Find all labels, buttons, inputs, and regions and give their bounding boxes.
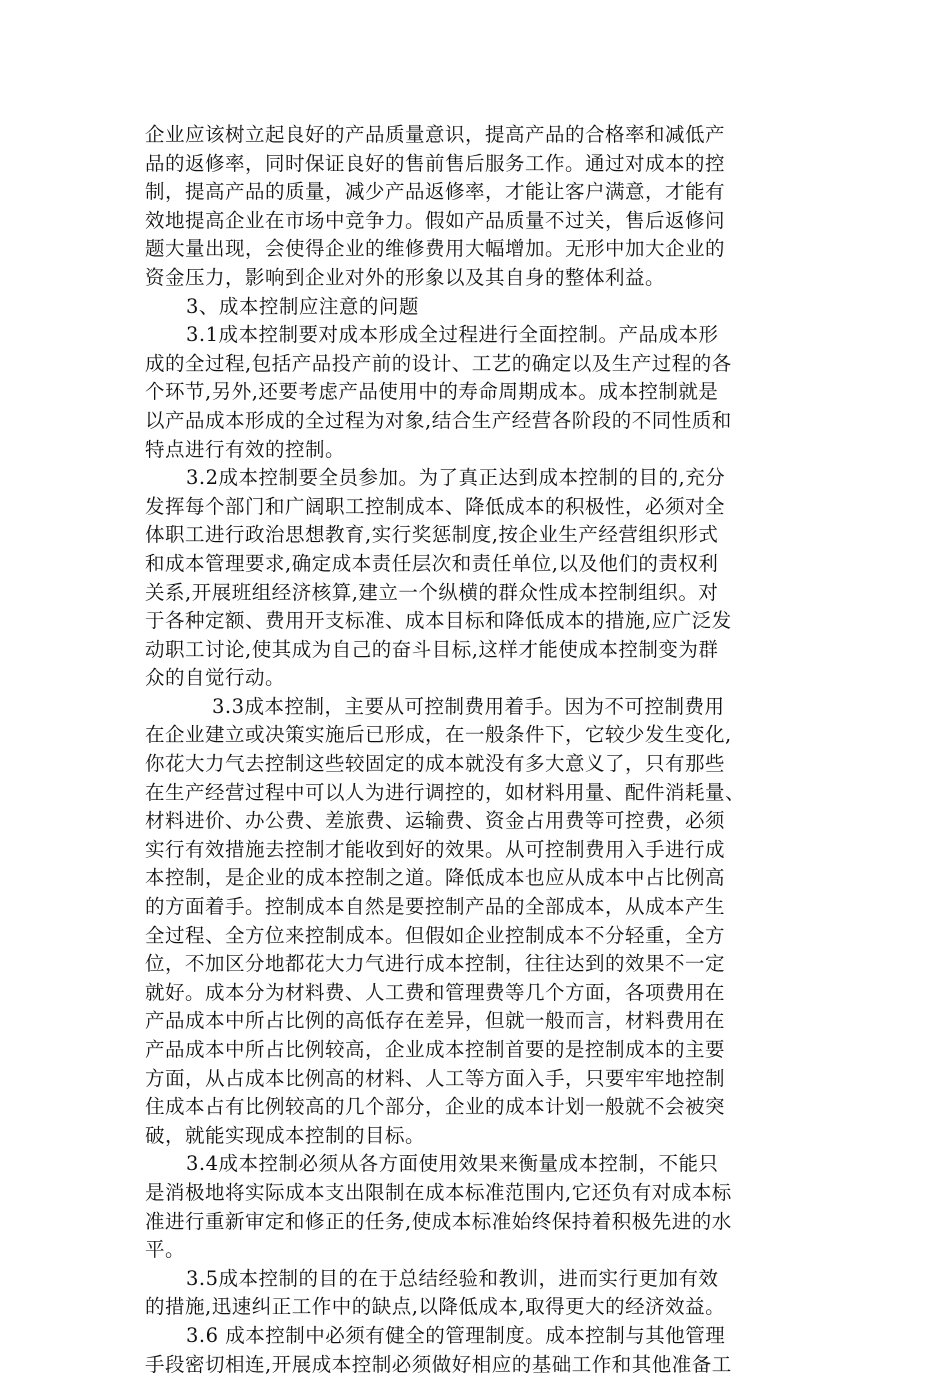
- text-line: 3.4成本控制必须从各方面使用效果来衡量成本控制，不能只: [186, 1152, 719, 1176]
- text-line: 于各种定额、费用开支标准、成本目标和降低成本的措施,应广泛发: [145, 609, 732, 633]
- text-line: 产品成本中所占比例较高，企业成本控制首要的是控制成本的主要: [145, 1038, 726, 1061]
- text-line: 3.3成本控制，主要从可控制费用着手。因为不可控制费用: [212, 694, 725, 718]
- text-line: 的方面着手。控制成本自然是要控制产品的全部成本，从成本产生: [145, 895, 726, 919]
- text-line: 产品成本中所占比例的高低存在差异，但就一般而言，材料费用在: [145, 1009, 726, 1033]
- text-line: 本控制，是企业的成本控制之道。降低成本也应从成本中占比例高: [145, 866, 726, 890]
- text-line: 在企业建立或决策实施后已形成，在一般条件下，它较少发生变化,: [145, 723, 732, 747]
- text-line: 方面，从占成本比例高的材料、人工等方面入手，只要牢牢地控制: [145, 1066, 726, 1090]
- text-line: 以产品成本形成的全过程为对象,结合生产经营各阶段的不同性质和: [145, 408, 732, 432]
- text-line: 是消极地将实际成本支出限制在成本标准范围内,它还负有对成本标: [145, 1180, 732, 1204]
- text-line: 效地提高企业在市场中竞争力。假如产品质量不过关，售后返修问: [145, 208, 726, 232]
- text-line: 关系,开展班组经济核算,建立一个纵横的群众性成本控制组织。对: [145, 580, 719, 604]
- text-line: 手段密切相连,开展成本控制必须做好相应的基础工作和其他准备工: [145, 1352, 732, 1376]
- text-line: 3.2成本控制要全员参加。为了真正达到成本控制的目的,充分: [186, 466, 726, 490]
- text-line: 3.6 成本控制中必须有健全的管理制度。成本控制与其他管理: [186, 1323, 726, 1347]
- text-line: 资金压力，影响到企业对外的形象以及其自身的整体利益。: [145, 265, 666, 289]
- text-line: 材料进价、办公费、差旅费、运输费、资金占用费等可控费，必须: [145, 809, 726, 833]
- text-line: 就好。成本分为材料费、人工费和管理费等几个方面，各项费用在: [145, 980, 726, 1004]
- text-line: 的措施,迅速纠正工作中的缺点,以降低成本,取得更大的经济效益。: [145, 1295, 726, 1319]
- text-line: 破，就能实现成本控制的目标。: [145, 1123, 426, 1147]
- text-line: 3、成本控制应注意的问题: [186, 294, 419, 318]
- text-line: 众的自觉行动。: [145, 666, 286, 690]
- document-body: [145, 121, 805, 1379]
- text-line: 实行有效措施去控制才能收到好的效果。从可控制费用入手进行成: [145, 837, 726, 861]
- text-line: 个环节,另外,还要考虑产品使用中的寿命周期成本。成本控制就是: [145, 380, 719, 404]
- text-line: 准进行重新审定和修正的任务,使成本标准始终保持着积极先进的水: [145, 1209, 732, 1233]
- text-line: 你花大力气去控制这些较固定的成本就没有多大意义了，只有那些: [145, 752, 726, 776]
- text-line: 住成本占有比例较高的几个部分，企业的成本计划一般就不会被突: [145, 1095, 726, 1119]
- text-line: 平。: [145, 1238, 186, 1262]
- text-line: 位，不加区分地都花大力气进行成本控制，往往达到的效果不一定: [145, 952, 726, 976]
- text-line: 在生产经营过程中可以人为进行调控的，如材料用量、配件消耗量、: [145, 780, 746, 804]
- text-line: 动职工讨论,使其成为自己的奋斗目标,这样才能使成本控制变为群: [145, 637, 719, 661]
- text-line: 成的全过程,包括产品投产前的设计、工艺的确定以及生产过程的各: [145, 351, 732, 375]
- text-line: 全过程、全方位来控制成本。但假如企业控制成本不分轻重，全方: [145, 923, 726, 947]
- text-line: 题大量出现，会使得企业的维修费用大幅增加。无形中加大企业的: [145, 237, 726, 261]
- text-line: 品的返修率，同时保证良好的售前售后服务工作。通过对成本的控: [145, 151, 726, 175]
- text-line: 3.1成本控制要对成本形成全过程进行全面控制。产品成本形: [186, 323, 719, 347]
- text-line: 特点进行有效的控制。: [145, 437, 346, 461]
- text-line: 制，提高产品的质量，减少产品返修率，才能让客户满意，才能有: [145, 180, 726, 204]
- text-line: 3.5成本控制的目的在于总结经验和教训，进而实行更加有效: [186, 1266, 719, 1290]
- text-line: 企业应该树立起良好的产品质量意识，提高产品的合格率和减低产: [145, 123, 726, 146]
- text-line: 体职工进行政治思想教育,实行奖惩制度,按企业生产经营组织形式: [145, 523, 719, 547]
- text-line: 发挥每个部门和广阔职工控制成本、降低成本的积极性，必须对全: [145, 494, 726, 518]
- text-line: 和成本管理要求,确定成本责任层次和责任单位,以及他们的责权利: [145, 551, 719, 575]
